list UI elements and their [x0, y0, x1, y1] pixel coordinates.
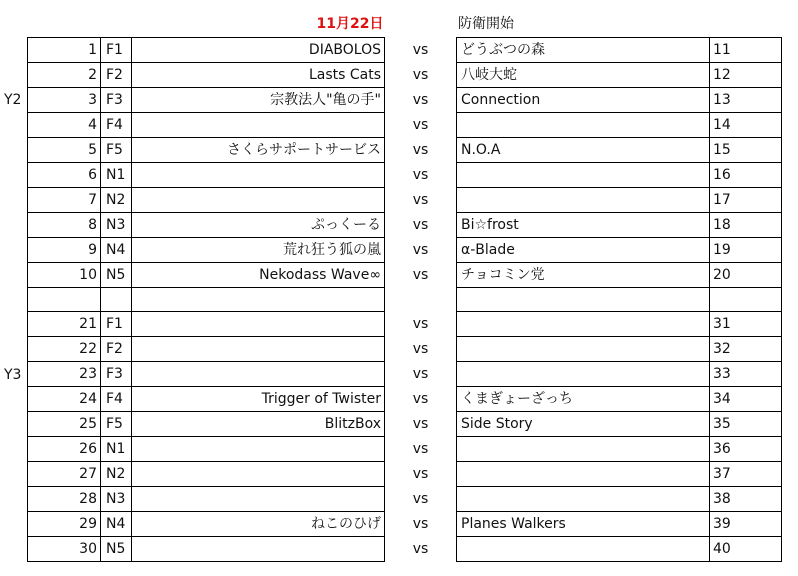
versus-cell: vs [385, 163, 457, 188]
match-code-cell: F3 [101, 88, 132, 113]
pair-number-cell: 19 [710, 238, 782, 263]
versus-cell: vs [385, 138, 457, 163]
match-code-cell: N1 [101, 437, 132, 462]
versus-cell: vs [385, 412, 457, 437]
table-row [28, 63, 782, 88]
match-code-cell: N3 [101, 487, 132, 512]
table-row [28, 88, 782, 113]
row-number-cell: 4 [28, 113, 101, 138]
row-number-cell: 21 [28, 312, 101, 337]
away-team-cell [457, 288, 710, 312]
away-team-cell [457, 462, 710, 487]
home-team-cell [132, 163, 385, 188]
pair-number-cell [710, 288, 782, 312]
versus-cell: vs [385, 38, 457, 63]
versus-cell: vs [385, 312, 457, 337]
home-team-cell: 宗教法人"亀の手" [132, 88, 385, 113]
away-team-cell: Bi☆frost [457, 213, 710, 238]
match-code-cell: F1 [101, 312, 132, 337]
row-number-cell: 26 [28, 437, 101, 462]
versus-cell: vs [385, 263, 457, 288]
table-row [28, 113, 782, 138]
pair-number-cell: 35 [710, 412, 782, 437]
defense-start-label: 防衛開始 [458, 16, 514, 32]
row-number-cell: 27 [28, 462, 101, 487]
versus-cell: vs [385, 238, 457, 263]
table-row [28, 512, 782, 537]
versus-cell: vs [385, 188, 457, 213]
versus-cell: vs [385, 113, 457, 138]
match-code-cell: N1 [101, 163, 132, 188]
away-team-cell [457, 437, 710, 462]
match-code-cell: F2 [101, 337, 132, 362]
pair-number-cell: 13 [710, 88, 782, 113]
versus-cell: vs [385, 437, 457, 462]
match-code-cell: F5 [101, 412, 132, 437]
table-row [28, 213, 782, 238]
home-team-cell: Nekodass Wave∞ [132, 263, 385, 288]
versus-cell [385, 288, 457, 312]
home-team-cell: Lasts Cats [132, 63, 385, 88]
row-number-cell: 30 [28, 537, 101, 562]
match-code-cell [101, 288, 132, 312]
home-team-cell: DIABOLOS [132, 38, 385, 63]
table-row [28, 437, 782, 462]
versus-cell: vs [385, 88, 457, 113]
home-team-cell [132, 487, 385, 512]
away-team-cell [457, 487, 710, 512]
match-code-cell: N5 [101, 263, 132, 288]
match-code-cell: F4 [101, 387, 132, 412]
home-team-cell [132, 288, 385, 312]
away-team-cell [457, 537, 710, 562]
pair-number-cell: 38 [710, 487, 782, 512]
row-number-cell: 29 [28, 512, 101, 537]
match-code-cell: F2 [101, 63, 132, 88]
match-code-cell: N4 [101, 238, 132, 263]
row-number-cell: 7 [28, 188, 101, 213]
pair-number-cell: 40 [710, 537, 782, 562]
match-code-cell: N2 [101, 188, 132, 213]
versus-cell: vs [385, 512, 457, 537]
home-team-cell [132, 188, 385, 213]
home-team-cell: 荒れ狂う狐の嵐 [132, 238, 385, 263]
table-row [28, 263, 782, 288]
away-team-cell: N.O.A [457, 138, 710, 163]
table-row [28, 238, 782, 263]
home-team-cell [132, 437, 385, 462]
away-team-cell: Planes Walkers [457, 512, 710, 537]
row-number-cell: 23 [28, 362, 101, 387]
pair-number-cell: 39 [710, 512, 782, 537]
match-code-cell: F5 [101, 138, 132, 163]
pair-number-cell: 32 [710, 337, 782, 362]
versus-cell: vs [385, 387, 457, 412]
table-row [28, 163, 782, 188]
table-row [28, 487, 782, 512]
match-code-cell: N2 [101, 462, 132, 487]
match-code-cell: F4 [101, 113, 132, 138]
row-number-cell: 2 [28, 63, 101, 88]
away-team-cell [457, 312, 710, 337]
home-team-cell: BlitzBox [132, 412, 385, 437]
pair-number-cell: 33 [710, 362, 782, 387]
schedule-date: 11月22日 [316, 16, 384, 32]
match-code-cell: N4 [101, 512, 132, 537]
versus-cell: vs [385, 537, 457, 562]
away-team-cell: Side Story [457, 412, 710, 437]
pair-number-cell: 16 [710, 163, 782, 188]
home-team-cell [132, 337, 385, 362]
pair-number-cell: 36 [710, 437, 782, 462]
row-number-cell: 8 [28, 213, 101, 238]
pair-number-cell: 34 [710, 387, 782, 412]
versus-cell: vs [385, 462, 457, 487]
away-team-cell: α-Blade [457, 238, 710, 263]
row-number-cell [28, 288, 101, 312]
row-number-cell: 24 [28, 387, 101, 412]
away-team-cell: チョコミン党 [457, 263, 710, 288]
away-team-cell [457, 337, 710, 362]
pair-number-cell: 20 [710, 263, 782, 288]
match-code-cell: N5 [101, 537, 132, 562]
row-number-cell: 6 [28, 163, 101, 188]
versus-cell: vs [385, 337, 457, 362]
match-code-cell: F3 [101, 362, 132, 387]
away-team-cell: Connection [457, 88, 710, 113]
match-table [27, 37, 782, 562]
versus-cell: vs [385, 487, 457, 512]
row-number-cell: 25 [28, 412, 101, 437]
row-number-cell: 3 [28, 88, 101, 113]
home-team-cell [132, 537, 385, 562]
row-number-cell: 9 [28, 238, 101, 263]
table-row [28, 38, 782, 63]
row-number-cell: 10 [28, 263, 101, 288]
table-row [28, 537, 782, 562]
table-row [28, 188, 782, 213]
pair-number-cell: 15 [710, 138, 782, 163]
table-row [28, 312, 782, 337]
away-team-cell [457, 113, 710, 138]
away-team-cell [457, 163, 710, 188]
row-number-cell: 5 [28, 138, 101, 163]
row-number-cell: 22 [28, 337, 101, 362]
table-row [28, 462, 782, 487]
pair-number-cell: 37 [710, 462, 782, 487]
table-row [28, 288, 782, 312]
table-row [28, 337, 782, 362]
table-row [28, 138, 782, 163]
versus-cell: vs [385, 213, 457, 238]
match-code-cell: F1 [101, 38, 132, 63]
home-team-cell [132, 362, 385, 387]
table-row [28, 412, 782, 437]
home-team-cell [132, 312, 385, 337]
home-team-cell [132, 462, 385, 487]
home-team-cell: ぷっくーる [132, 213, 385, 238]
pair-number-cell: 14 [710, 113, 782, 138]
versus-cell: vs [385, 63, 457, 88]
away-team-cell: どうぶつの森 [457, 38, 710, 63]
pair-number-cell: 31 [710, 312, 782, 337]
pair-number-cell: 17 [710, 188, 782, 213]
home-team-cell: さくらサポートサービス [132, 138, 385, 163]
table-row [28, 387, 782, 412]
home-team-cell: ねこのひげ [132, 512, 385, 537]
row-number-cell: 1 [28, 38, 101, 63]
group-label-y3: Y3 [4, 367, 22, 383]
match-code-cell: N3 [101, 213, 132, 238]
away-team-cell: 八岐大蛇 [457, 63, 710, 88]
pair-number-cell: 18 [710, 213, 782, 238]
versus-cell: vs [385, 362, 457, 387]
away-team-cell [457, 188, 710, 213]
home-team-cell [132, 113, 385, 138]
away-team-cell: くまぎょーざっち [457, 387, 710, 412]
table-row [28, 362, 782, 387]
home-team-cell: Trigger of Twister [132, 387, 385, 412]
away-team-cell [457, 362, 710, 387]
row-number-cell: 28 [28, 487, 101, 512]
group-label-y2: Y2 [4, 92, 22, 108]
pair-number-cell: 12 [710, 63, 782, 88]
pair-number-cell: 11 [710, 38, 782, 63]
